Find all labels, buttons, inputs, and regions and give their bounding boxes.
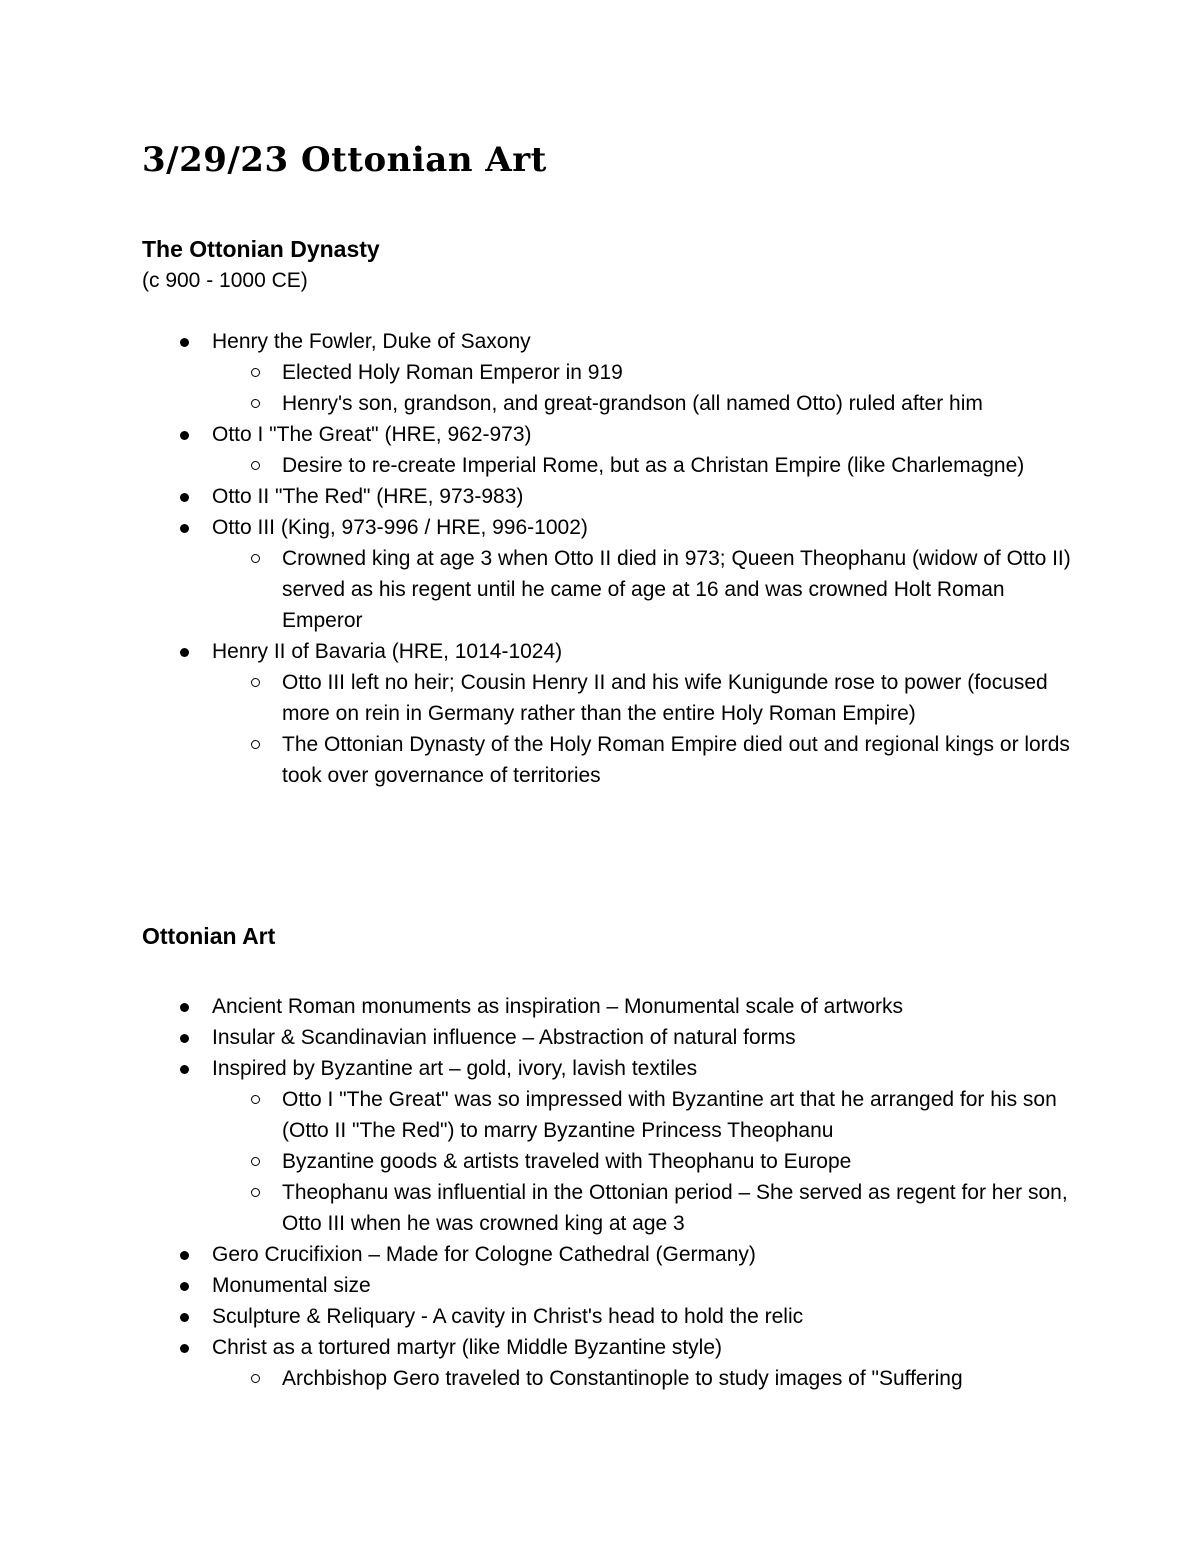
list-item-text: Inspired by Byzantine art – gold, ivory, lavish textiles xyxy=(212,1057,698,1080)
bullet-circle-icon xyxy=(251,461,260,470)
list-item-text: Sculpture & Reliquary - A cavity in Christ's head to hold the relic xyxy=(212,1305,804,1328)
sub-list-item-text: Theophanu was influential in the Ottonian period – She served as regent for her son, Otto III when he was crowned king at age 3 xyxy=(282,1181,1068,1235)
sub-list-item-text: Otto I "The Great" was so impressed with Byzantine art that he arranged for his son (Otto II "The Red") to marry Byzantine Princess Theophanu xyxy=(282,1088,1057,1142)
section-heading: Ottonian Art xyxy=(142,923,276,949)
sub-list-item xyxy=(212,667,1072,729)
list-item xyxy=(142,481,1072,512)
bullet-dot-icon xyxy=(180,431,189,440)
list-item xyxy=(142,1301,1072,1332)
list-item-text: Henry II of Bavaria (HRE, 1014-1024) xyxy=(212,640,563,663)
sub-list xyxy=(212,450,1072,481)
bullet-dot-icon xyxy=(180,1344,189,1353)
bullet-dot-icon xyxy=(180,1034,189,1043)
bullet-dot-icon xyxy=(180,1282,189,1291)
list-item-text: Gero Crucifixion – Made for Cologne Cathedral (Germany) xyxy=(212,1243,756,1266)
bullet-list xyxy=(142,326,1072,791)
list-item xyxy=(142,1270,1072,1301)
list-item-text: Monumental size xyxy=(212,1274,371,1297)
sub-list-item xyxy=(212,1363,1072,1394)
list-item xyxy=(142,1022,1072,1053)
sub-list-item xyxy=(212,450,1072,481)
list-item xyxy=(142,1053,1072,1239)
bullet-circle-icon xyxy=(251,1374,260,1383)
sub-list xyxy=(212,667,1072,791)
sub-list-item-text: Byzantine goods & artists traveled with Theophanu to Europe xyxy=(282,1150,852,1173)
list-item-text: Henry the Fowler, Duke of Saxony xyxy=(212,330,531,353)
sub-list-item-text: Archbishop Gero traveled to Constantinople to study images of "Suffering xyxy=(282,1367,963,1390)
sub-list xyxy=(212,1363,1072,1394)
bullet-dot-icon xyxy=(180,1313,189,1322)
bullet-circle-icon xyxy=(251,554,260,563)
bullet-dot-icon xyxy=(180,1065,189,1074)
sub-list-item xyxy=(212,1146,1072,1177)
section-heading: The Ottonian Dynasty xyxy=(142,236,380,262)
list-item xyxy=(142,1332,1072,1394)
bullet-circle-icon xyxy=(251,1157,260,1166)
bullet-circle-icon xyxy=(251,1095,260,1104)
bullet-dot-icon xyxy=(180,493,189,502)
list-item-text: Otto I "The Great" (HRE, 962-973) xyxy=(212,423,532,446)
bullet-list xyxy=(142,991,1072,1394)
list-item-text: Christ as a tortured martyr (like Middle Byzantine style) xyxy=(212,1336,722,1359)
list-item-text: Insular & Scandinavian influence – Abstraction of natural forms xyxy=(212,1026,796,1049)
list-item xyxy=(142,512,1072,636)
sub-list-item-text: Elected Holy Roman Emperor in 919 xyxy=(282,361,623,384)
sub-list-item xyxy=(212,1084,1072,1146)
section-ottonian-dynasty xyxy=(142,233,1072,791)
sub-list-item xyxy=(212,388,1072,419)
bullet-dot-icon xyxy=(180,524,189,533)
bullet-dot-icon xyxy=(180,338,189,347)
section-date-range: (c 900 - 1000 CE) xyxy=(142,269,308,292)
list-item-text: Ancient Roman monuments as inspiration – Monumental scale of artworks xyxy=(212,995,903,1018)
sub-list-item xyxy=(212,1177,1072,1239)
sub-list-item-text: Otto III left no heir; Cousin Henry II and his wife Kunigunde rose to power (focused more on rein in Germany rather than the entire Holy Roman Empire) xyxy=(282,671,1048,725)
sub-list-item-text: Desire to re-create Imperial Rome, but as a Christan Empire (like Charlemagne) xyxy=(282,454,1025,477)
sub-list-item-text: Henry's son, grandson, and great-grandson (all named Otto) ruled after him xyxy=(282,392,983,415)
list-item xyxy=(142,326,1072,419)
page-title: 3/29/23 Ottonian Art xyxy=(142,140,547,180)
bullet-circle-icon xyxy=(251,399,260,408)
sub-list xyxy=(212,1084,1072,1239)
sub-list xyxy=(212,543,1072,636)
sub-list-item-text: Crowned king at age 3 when Otto II died in 973; Queen Theophanu (widow of Otto II) served as his regent until he came of age at 16 and was crowned Holt Roman Emperor xyxy=(282,547,1071,632)
sub-list-item xyxy=(212,729,1072,791)
bullet-dot-icon xyxy=(180,1251,189,1260)
list-item xyxy=(142,419,1072,481)
bullet-dot-icon xyxy=(180,1003,189,1012)
sub-list xyxy=(212,357,1072,419)
bullet-circle-icon xyxy=(251,1188,260,1197)
list-item-text: Otto II "The Red" (HRE, 973-983) xyxy=(212,485,524,508)
bullet-dot-icon xyxy=(180,648,189,657)
sub-list-item-text: The Ottonian Dynasty of the Holy Roman Empire died out and regional kings or lords took over governance of territories xyxy=(282,733,1070,787)
sub-list-item xyxy=(212,543,1072,636)
list-item xyxy=(142,1239,1072,1270)
bullet-circle-icon xyxy=(251,678,260,687)
list-item-text: Otto III (King, 973-996 / HRE, 996-1002) xyxy=(212,516,588,539)
section-ottonian-art xyxy=(142,920,1072,1394)
bullet-circle-icon xyxy=(251,740,260,749)
sub-list-item xyxy=(212,357,1072,388)
list-item xyxy=(142,636,1072,791)
bullet-circle-icon xyxy=(251,368,260,377)
list-item xyxy=(142,991,1072,1022)
